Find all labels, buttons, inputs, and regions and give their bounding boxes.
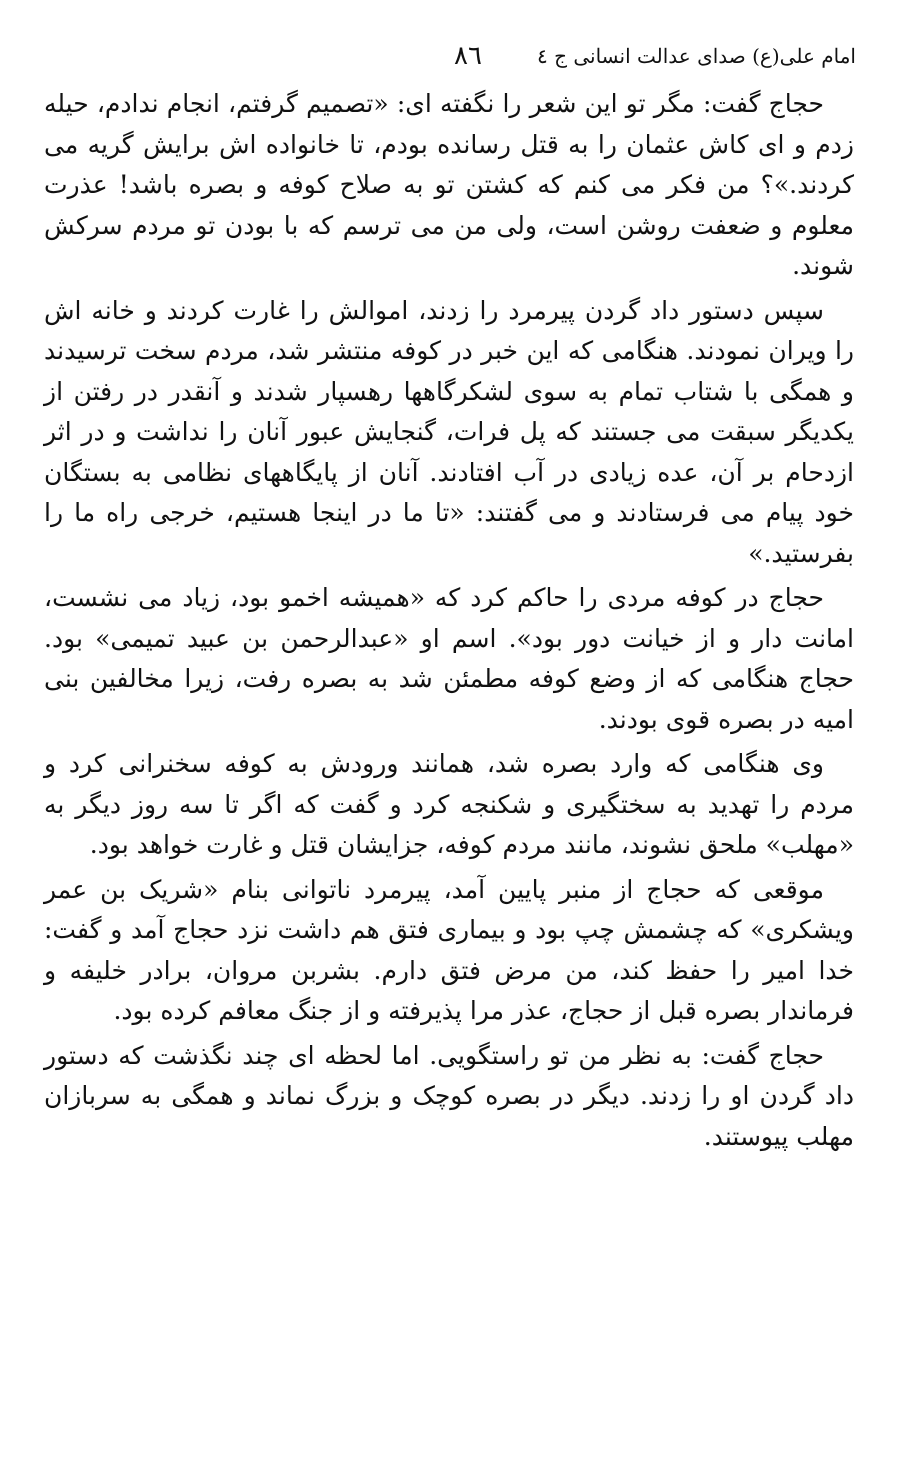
paragraph: حجاج گفت: مگر تو این شعر را نگفته ای: «تصمیم گرفتم، انجام ندادم، حیله زدم و ای کاش عثمان را به قتل رسانده بودم، تا خانواده اش برایش گریه می کردند.»؟ من فکر می کنم که کشتن تو به صلاح کوفه و بصره باشد! عذرت معلوم و ضعفت روشن است، ولی من می ترسم که با بودن تو مردم سرکش شوند. xyxy=(44,89,854,280)
paragraph: سپس دستور داد گردن پیرمرد را زدند، اموالش را غارت کردند و خانه اش را ویران نمودند. هنگامی که این خبر در کوفه منتشر شد، مردم سخت ترسیدند و همگی با شتاب تمام به سوی لشکرگاهها رهسپار شدند و آنقدر در رفتن از یکدیگر سبقت می جستند که پل فرات، گنجایش عبور آنان را نداشت و در اثر ازدحام بر آن، عده زیادی در آب افتادند. آنان از پایگاههای نظامی به بستگان خود پیام می فرستادند و می گفتند: «تا ما در اینجا هستیم، خرجی راه ما را بفرستید.» xyxy=(44,295,854,568)
page-body xyxy=(44,84,854,1161)
running-title: امام علی(ع) صدای عدالت انسانی ج ٤ xyxy=(536,44,856,68)
paragraph: موقعی که حجاج از منبر پایین آمد، پیرمرد ناتوانی بنام «شریک بن عمر ویشکری» که چشمش چپ بود و بیماری فتق هم داشت نزد حجاج آمد و گفت: خدا امیر را حفظ کند، من مرض فتق دارم. بشربن مروان، برادر خلیفه و فرماندار بصره قبل از حجاج، عذر مرا پذیرفته و از جنگ معافم کرده بود. xyxy=(44,874,854,1025)
paragraph: حجاج در کوفه مردی را حاکم کرد که «همیشه اخمو بود، زیاد می نشست، امانت دار و از خیانت دور بود». اسم او «عبدالرحمن بن عبید تمیمی» بود. حجاج هنگامی که از وضع کوفه مطمئن شد به بصره رفت، زیرا مخالفین بنی امیه در بصره قوی بودند. xyxy=(44,583,854,734)
paragraph: حجاج گفت: به نظر من تو راستگویی. اما لحظه ای چند نگذشت که دستور داد گردن او را زدند. دیگر در بصره کوچک و بزرگ نماند و همگی به سربازان مهلب پیوستند. xyxy=(44,1040,854,1151)
page-header xyxy=(44,36,856,76)
paragraph: وی هنگامی که وارد بصره شد، همانند ورودش به کوفه سخنرانی کرد و مردم را تهدید به سختگیری و شکنجه کرد و گفت که اگر تا سه روز دیگر به «مهلب» ملحق نشوند، مانند مردم کوفه، جزایشان قتل و غارت خواهد بود. xyxy=(44,749,854,859)
page-number: ٨٦ xyxy=(454,41,482,71)
